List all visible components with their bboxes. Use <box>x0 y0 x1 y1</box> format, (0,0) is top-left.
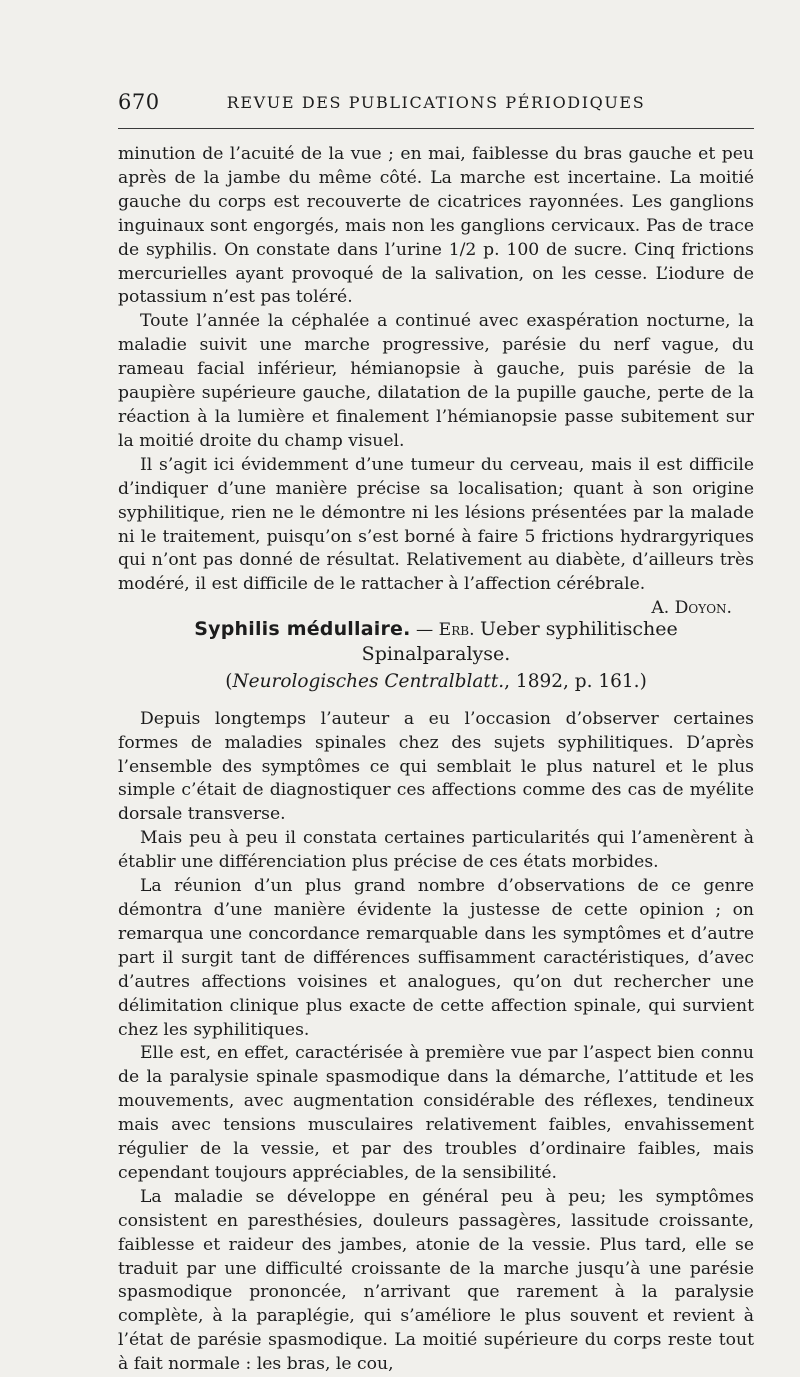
running-title: REVUE DES PUBLICATIONS PÉRIODIQUES <box>226 93 646 112</box>
journal-name: Neurologisches Centralblatt. <box>232 670 505 692</box>
paragraph: Mais peu à peu il constata certaines particularités qui l’amenèrent à établir une différenciation plus précise de ces états morbides. <box>118 828 754 873</box>
em-dash: — <box>416 620 434 640</box>
continuation-text <box>118 143 754 621</box>
section-body <box>118 708 754 1377</box>
paragraph: Elle est, en effet, caractérisée à première vue par l’aspect bien connu de la paralysie spinale spasmodique dans la démarche, l’attitude et les mouvements, avec augmentation considérable des réflexes, tendineux mais avec tensions musculaires relativement faibles, envahissement régulier de la vessie, et par des troubles d’ordinaire faibles, mais cependant toujours appréciables, de la sensibilité. <box>118 1043 754 1183</box>
paragraph: Depuis longtemps l’auteur a eu l’occasion d’observer certaines formes de maladies spinales chez des sujets syphilitiques. D’après l’ensemble des symptômes ce qui semblait le plus naturel et le plus simple c’était de diagnostiquer ces affections comme des cas de myélite dorsale transverse. <box>118 708 754 825</box>
page-number: 670 <box>118 90 160 114</box>
section-title: Syphilis médullaire. <box>194 618 411 640</box>
paragraph: minution de l’acuité de la vue ; en mai, faiblesse du bras gauche et peu après de la jambe du même côté. La marche est incertaine. La moitié gauche du corps est recouverte de cicatrices rayonnées. Les ganglions inguinaux sont engorgés, mais non les ganglions cervicaux. Pas de trace de syphilis. On constate dans l’urine 1/2 p. 100 de sucre. Cinq frictions mercurielles ayant provoqué de la salivation, on les cesse. L’iodure de potassium n’est pas toléré. <box>118 144 754 308</box>
review-section <box>118 618 754 1377</box>
header-rule <box>118 128 754 129</box>
paragraph <box>118 454 754 619</box>
paragraph: La réunion d’un plus grand nombre d’observations de ce genre démontra d’une manière évidente la justesse de cette opinion ; on remarqua une concordance remarquable dans les symptômes et d’autre part il surgit tant de différences suffisamment caractéristiques, d’avec d’autres affections voisines et analogues, qu’on dut rechercher une délimitation clinique plus exacte de cette affection spinale, qui survient chez les syphilitiques. <box>118 876 754 1040</box>
paragraph-text: Il s’agit ici évidemment d’une tumeur du cerveau, mais il est difficile d’indiquer d’une manière précise sa localisation; quant à son origine syphilitique, rien ne le démontre ni les lésions présentées par la malade ni le traitement, puisqu’on s’est borné à faire 5 frictions hydrargyriques qui n’ont pas donné de résultat. Relativement au diabète, d’ailleurs très modéré, il est difficile de le rattacher à l’affection cérébrale. <box>118 454 754 595</box>
paragraph: La maladie se développe en général peu à peu; les symptômes consistent en paresthésies, douleurs passagères, lassitude croissante, faiblesse et raideur des jambes, atonie de la vessie. Plus tard, elle se traduit par une difficulté croissante de la marche jusqu’à une parésie spasmodique prononcée, n’arrivant que rarement à la paralysie complète, à la paraplégie, qui s’améliore le plus souvent et revient à l’état de parésie spasmodique. La moitié supérieure du corps reste tout à fait normale : les bras, le cou, <box>118 1186 754 1375</box>
article-title: Ueber syphilitischee Spinalparalyse. <box>361 618 678 665</box>
article-author: Erb. <box>438 620 475 640</box>
section-heading <box>118 618 754 668</box>
citation-details: , 1892, p. 161. <box>504 670 640 692</box>
paragraph: Toute l’année la céphalée a continué avec exaspération nocturne, la maladie suivit une marche progressive, parésie du nerf vague, du rameau facial inférieur, hémianopsie à gauche, puis parésie de la paupière supérieure gauche, dilatation de la pupille gauche, perte de la réaction à la lumière et finalement l’hémianopsie passe subitement sur la moitié droite du champ visuel. <box>118 311 754 451</box>
reviewer-signature: A. Doyon. <box>651 598 732 619</box>
citation: (Neurologisches Centralblatt., 1892, p. 161.) <box>225 670 647 692</box>
page-header <box>118 90 754 120</box>
